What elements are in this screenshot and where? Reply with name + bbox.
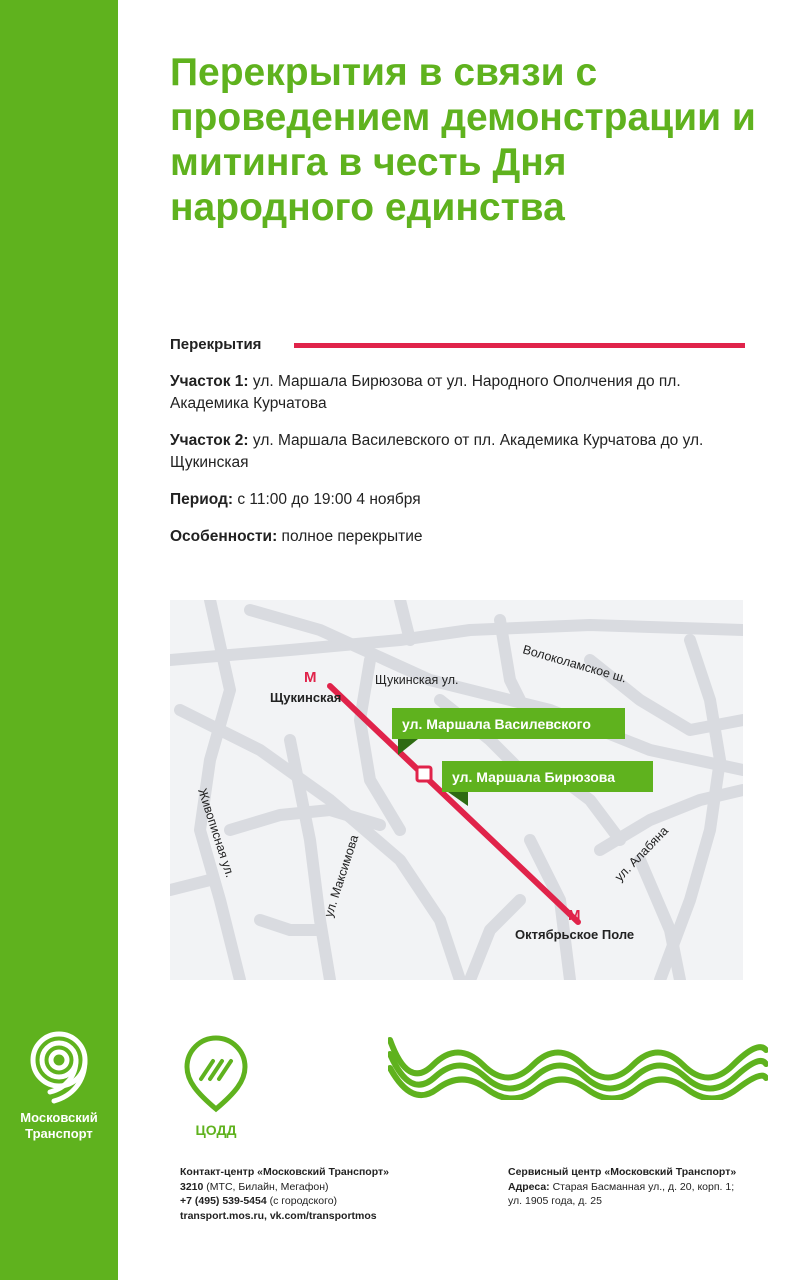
contact-phone: +7 (495) 539-5454: [180, 1195, 267, 1207]
cod-label: ЦОДД: [195, 1122, 237, 1138]
street-label-maksimova: ул. Максимова: [321, 833, 362, 919]
map-canvas: [170, 600, 743, 980]
segment1-text: ул. Маршала Бирюзова от ул. Народного Ополчения до пл. Академика Курчатова: [170, 373, 681, 412]
segment2-info: [170, 430, 760, 474]
service-title: Сервисный центр «Московский Транспорт»: [508, 1166, 737, 1178]
service-center-block: [508, 1165, 736, 1209]
period-info: [170, 489, 760, 511]
page-title: Перекрытия в связи с проведением демонстрации и митинга в честь Дня народного единства: [170, 51, 756, 229]
callout-vasilevsky: [392, 708, 625, 755]
features-info: [170, 526, 760, 548]
contact-title: Контакт-центр «Московский Транспорт»: [180, 1166, 389, 1178]
street-label-volokolamskoe: Волоколамское ш.: [521, 642, 629, 686]
station-label-oktyabrskoe-pole: Октябрьское Поле: [515, 927, 635, 942]
contact-center-block: [180, 1165, 389, 1223]
callout-biryuzova-label: ул. Маршала Бирюзова: [452, 769, 616, 785]
callout-biryuzova: [442, 761, 653, 806]
brand-name-line1: Московский: [20, 1110, 98, 1125]
period-text: с 11:00 до 19:00 4 ноября: [237, 491, 421, 508]
street-label-zhivopisnaya: Живописная ул.: [195, 786, 238, 880]
contact-short-note: (МТС, Билайн, Мегафон): [206, 1180, 329, 1193]
service-address2: ул. 1905 года, д. 25: [508, 1195, 602, 1207]
metro-icon-shchukinskaya: М: [304, 669, 317, 686]
brand-name-line2: Транспорт: [25, 1126, 93, 1141]
segment1-label: Участок 1:: [170, 373, 249, 390]
contact-short-number: 3210: [180, 1180, 204, 1193]
cod-logo: [176, 1035, 256, 1138]
nine-ribbon-icon: [24, 1030, 94, 1104]
service-address1: Старая Басманная ул., д. 20, корп. 1;: [552, 1180, 735, 1193]
closures-section-header: [170, 336, 745, 356]
closure-map: [170, 600, 743, 980]
service-address-label: Адреса:: [508, 1180, 550, 1193]
closures-section-rule: [294, 343, 745, 348]
features-label: Особенности:: [170, 528, 278, 545]
street-label-alabyana: ул. Алабяна: [612, 823, 672, 885]
closures-section-label: Перекрытия: [170, 336, 262, 353]
contact-sites[interactable]: transport.mos.ru, vk.com/transportmos: [180, 1209, 377, 1222]
contact-phone-note: (с городского): [269, 1195, 338, 1207]
wave-pattern-decoration: [388, 1030, 768, 1100]
kurchatov-square-marker: [417, 767, 431, 781]
segment2-label: Участок 2:: [170, 432, 249, 449]
street-label-shchukinskaya: Щукинская ул.: [375, 673, 459, 687]
metro-icon-oktyabrskoe-pole: М: [568, 907, 581, 924]
callout-vasilevsky-label: ул. Маршала Василевского: [402, 716, 591, 732]
cod-pin-icon: [181, 1035, 251, 1113]
brand-block: [0, 1030, 118, 1142]
period-label: Период:: [170, 491, 234, 508]
station-label-shchukinskaya: Щукинская: [270, 690, 342, 705]
segment2-text: ул. Маршала Василевского от пл. Академика Курчатова до ул. Щукинская: [170, 432, 704, 471]
segment1-info: [170, 371, 760, 415]
features-text: полное перекрытие: [281, 528, 423, 545]
